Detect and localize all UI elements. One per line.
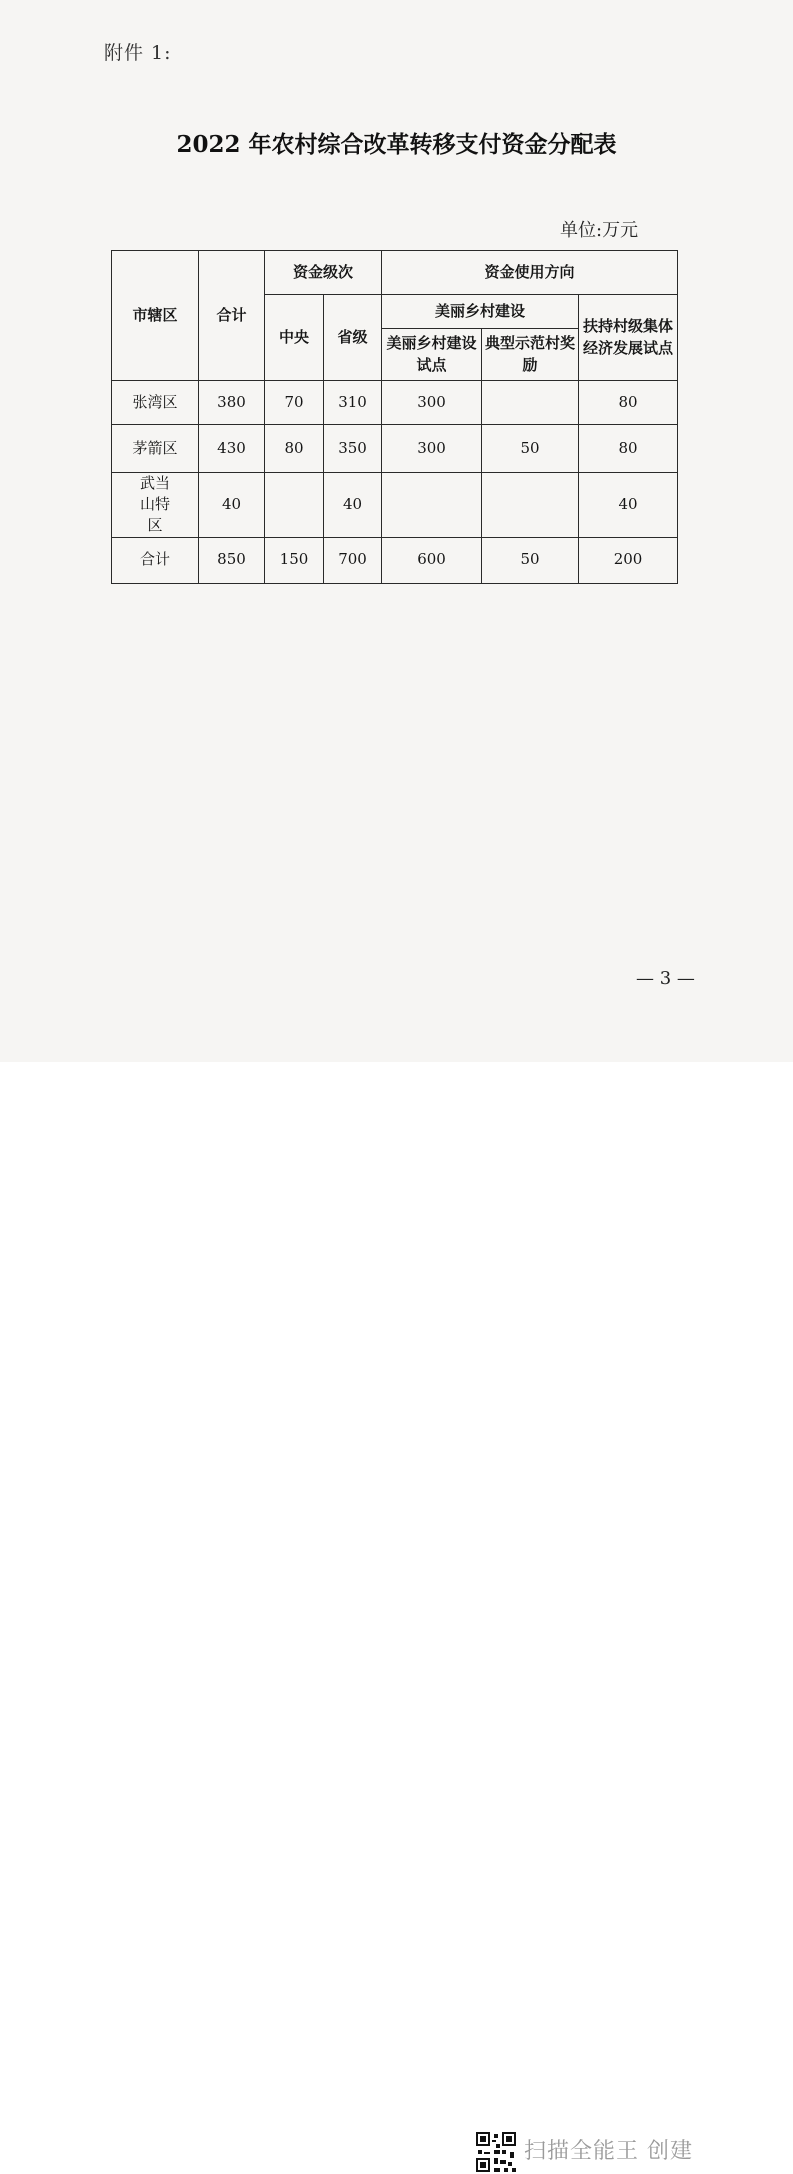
cell-total: 430 xyxy=(199,425,265,473)
table-row xyxy=(112,473,678,538)
cell-central: 80 xyxy=(265,425,324,473)
header-provincial: 省级 xyxy=(324,295,382,381)
header-row-1 xyxy=(112,251,678,295)
table-row-total xyxy=(112,537,678,583)
document-page xyxy=(0,0,793,1062)
page-title: 2022 年农村综合改革转移支付资金分配表 xyxy=(176,131,617,158)
cell-demo-reward: 50 xyxy=(482,537,579,583)
cell-collective-economy: 80 xyxy=(579,381,678,425)
page-number: — 3 — xyxy=(636,968,695,989)
cell-pilot xyxy=(382,473,482,538)
district-text: 武当山特区 xyxy=(139,474,170,534)
header-district: 市辖区 xyxy=(112,251,199,381)
cell-district: 张湾区 xyxy=(112,381,199,425)
attachment-label: 附件 1: xyxy=(104,42,172,64)
qr-code-icon xyxy=(474,2130,518,2174)
cell-central: 70 xyxy=(265,381,324,425)
allocation-table xyxy=(111,250,678,584)
cell-district: 合计 xyxy=(112,537,199,583)
cell-pilot: 600 xyxy=(382,537,482,583)
cell-collective-economy: 200 xyxy=(579,537,678,583)
cell-collective-economy: 40 xyxy=(579,473,678,538)
scanner-footer xyxy=(0,1062,793,2164)
header-demo-reward: 典型示范村奖励 xyxy=(482,329,579,381)
cell-provincial: 40 xyxy=(324,473,382,538)
header-fund-level: 资金级次 xyxy=(265,251,382,295)
header-central: 中央 xyxy=(265,295,324,381)
table-row xyxy=(112,425,678,473)
cell-provincial: 350 xyxy=(324,425,382,473)
cell-demo-reward: 50 xyxy=(482,425,579,473)
cell-provincial: 310 xyxy=(324,381,382,425)
cell-total: 850 xyxy=(199,537,265,583)
cell-demo-reward xyxy=(482,473,579,538)
header-beautiful-village: 美丽乡村建设 xyxy=(382,295,579,329)
cell-total: 40 xyxy=(199,473,265,538)
table-row xyxy=(112,381,678,425)
cell-total: 380 xyxy=(199,381,265,425)
cell-provincial: 700 xyxy=(324,537,382,583)
cell-district xyxy=(112,473,199,538)
cell-collective-economy: 80 xyxy=(579,425,678,473)
cell-central xyxy=(265,473,324,538)
header-total: 合计 xyxy=(199,251,265,381)
cell-pilot: 300 xyxy=(382,425,482,473)
cell-district: 茅箭区 xyxy=(112,425,199,473)
cell-pilot: 300 xyxy=(382,381,482,425)
cell-demo-reward xyxy=(482,381,579,425)
header-pilot: 美丽乡村建设试点 xyxy=(382,329,482,381)
unit-label: 单位:万元 xyxy=(560,220,639,241)
header-collective-economy: 扶持村级集体经济发展试点 xyxy=(579,295,678,381)
header-usage-direction: 资金使用方向 xyxy=(382,251,678,295)
scanner-label: 扫描全能王 创建 xyxy=(524,2139,693,2164)
cell-central: 150 xyxy=(265,537,324,583)
